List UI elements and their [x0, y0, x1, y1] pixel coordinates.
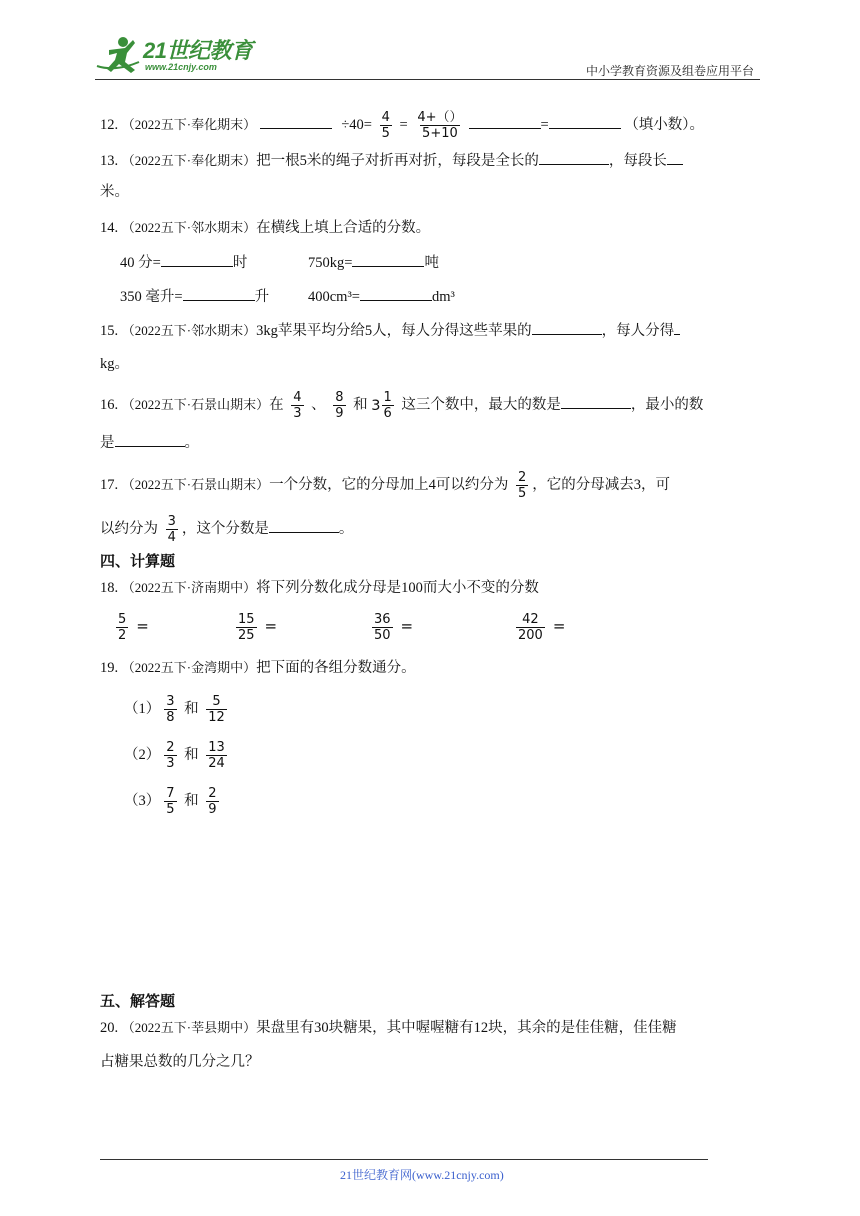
logo-text: 21世纪教育: [143, 38, 253, 63]
site-logo: [95, 36, 265, 78]
equals-sign: =: [540, 116, 549, 133]
question-16: 16. （2022五下·石景山期末）在 $\frac{4}{3}$ 、 $\frac{8}{9}$ 和 3 $\frac{1}{6}$ 这三个数中，最大的数是 ，最小的数: [100, 390, 704, 421]
question-15-line2: [100, 354, 129, 374]
question-number: 18.: [100, 580, 119, 596]
question-number: 16.: [100, 396, 119, 413]
fraction: $\frac{8}{9}$: [335, 390, 344, 421]
question-20: [100, 1018, 677, 1038]
answer-blank[interactable]: [667, 150, 683, 165]
question-number: 12.: [100, 116, 119, 133]
question-number: 20.: [100, 1020, 119, 1036]
question-text: kg。: [100, 356, 129, 372]
question-source: （2022五下·奉化期末）: [121, 153, 257, 168]
answer-blank[interactable]: [674, 320, 680, 335]
question-text: 果盘里有30块糖果，其中喔喔糖有12块，其余的是佳佳糖，佳佳糖: [256, 1020, 677, 1036]
answer-blank[interactable]: [183, 286, 255, 301]
question-text: ，它的分母减去3，可: [532, 476, 670, 493]
list-item: （1） $\frac{3}{8}$ 和 $\frac{5}{12}$: [124, 694, 225, 725]
question-15: [100, 320, 680, 341]
question-number: 14.: [100, 220, 119, 236]
section-heading: 四、计算题: [100, 552, 176, 570]
answer-blank[interactable]: [260, 114, 332, 129]
division-text: ÷40=: [341, 116, 372, 133]
answer-blank[interactable]: [115, 432, 185, 447]
question-text: ，每段长: [608, 153, 667, 169]
conversion-item: 400cm³= dm³: [308, 286, 455, 307]
answer-blank[interactable]: [561, 394, 631, 409]
platform-name: 中小学教育资源及组卷应用平台: [585, 64, 754, 78]
answer-blank[interactable]: [549, 114, 621, 129]
question-14: [100, 218, 430, 238]
footer-divider: [100, 1159, 708, 1160]
fraction: $\frac{3}{4}$: [167, 514, 176, 545]
fraction: $\frac{4+()}{5+10}$: [417, 110, 463, 141]
fraction: $\frac{4}{5}$: [381, 110, 390, 141]
question-text: 米。: [100, 184, 129, 200]
fraction-item: $\frac{42}{200}$ =: [518, 612, 566, 643]
question-text: （填小数）。: [624, 116, 705, 133]
question-text: 将下列分数化成分母是100而大小不变的分数: [256, 580, 539, 596]
runner-logo-icon: [95, 36, 143, 76]
question-text: 3kg苹果平均分给5人，每人分得这些苹果的: [256, 323, 532, 339]
list-item: （3） $\frac{7}{5}$ 和 $\frac{2}{9}$: [124, 786, 217, 817]
question-source: （2022五下·金湾期中）: [121, 660, 257, 675]
question-number: 17.: [100, 476, 119, 493]
question-text: ，每人分得: [601, 323, 675, 339]
equals-sign: =: [399, 116, 408, 133]
question-source: （2022五下·济南期中）: [121, 580, 257, 595]
question-text: ，最小的数: [630, 396, 704, 413]
question-text: 这三个数中，最大的数是: [401, 396, 561, 413]
answer-blank[interactable]: [269, 518, 339, 533]
answer-blank[interactable]: [469, 114, 541, 129]
question-20-line2: [100, 1052, 260, 1072]
question-text: 把下面的各组分数通分。: [256, 660, 416, 676]
question-18: [100, 578, 539, 598]
logo-url: www.21cnjy.com: [145, 62, 217, 72]
conversion-item: 750kg= 吨: [308, 252, 439, 273]
conversion-item: 350 毫升= 升: [120, 286, 269, 307]
question-number: 13.: [100, 153, 119, 169]
question-text: 在横线上填上合适的分数。: [256, 220, 431, 236]
question-text: 占糖果总数的几分之几？: [100, 1054, 260, 1070]
mixed-number: 3 $\frac{1}{6}$: [371, 390, 392, 421]
header-divider: [95, 79, 760, 80]
question-number: 15.: [100, 323, 119, 339]
answer-blank[interactable]: [539, 150, 609, 165]
question-13: [100, 150, 683, 171]
answer-blank[interactable]: [161, 252, 233, 267]
fraction-item: $\frac{15}{25}$ =: [238, 612, 278, 643]
conversion-item: 40 分= 时: [120, 252, 247, 273]
fraction: $\frac{4}{3}$: [293, 390, 302, 421]
question-19: [100, 658, 416, 678]
fraction: $\frac{2}{5}$: [517, 470, 527, 501]
answer-blank[interactable]: [532, 320, 602, 335]
question-source: （2022五下·莘县期中）: [121, 1020, 257, 1035]
section-heading: 五、解答题: [100, 992, 176, 1010]
list-item: （2） $\frac{2}{3}$ 和 $\frac{13}{24}$: [124, 740, 225, 771]
question-text: 一个分数，它的分母加上4可以约分为: [269, 476, 509, 493]
footer-link[interactable]: 21世纪教育网(www.21cnjy.com): [340, 1168, 504, 1182]
fraction-item: $\frac{5}{2}$ =: [118, 612, 149, 643]
question-17: [100, 470, 670, 501]
question-source: （2022五下·奉化期末）: [121, 116, 257, 132]
question-source: （2022五下·邻水期末）: [121, 323, 257, 338]
question-17-line2: 以约分为 $\frac{3}{4}$ ，这个分数是 。: [100, 514, 354, 545]
question-source: （2022五下·邻水期末）: [121, 220, 257, 235]
question-number: 19.: [100, 660, 119, 676]
answer-blank[interactable]: [360, 286, 432, 301]
question-16-line2: 是 。: [100, 432, 199, 453]
question-source: （2022五下·石景山期末）: [121, 476, 270, 492]
fraction-item: $\frac{36}{50}$ =: [374, 612, 414, 643]
question-12: [100, 110, 704, 141]
question-13-line2: [100, 182, 129, 202]
question-text: 把一根5米的绳子对折再对折，每段是全长的: [256, 153, 539, 169]
answer-blank[interactable]: [352, 252, 424, 267]
question-source: （2022五下·石景山期末）: [121, 396, 270, 412]
